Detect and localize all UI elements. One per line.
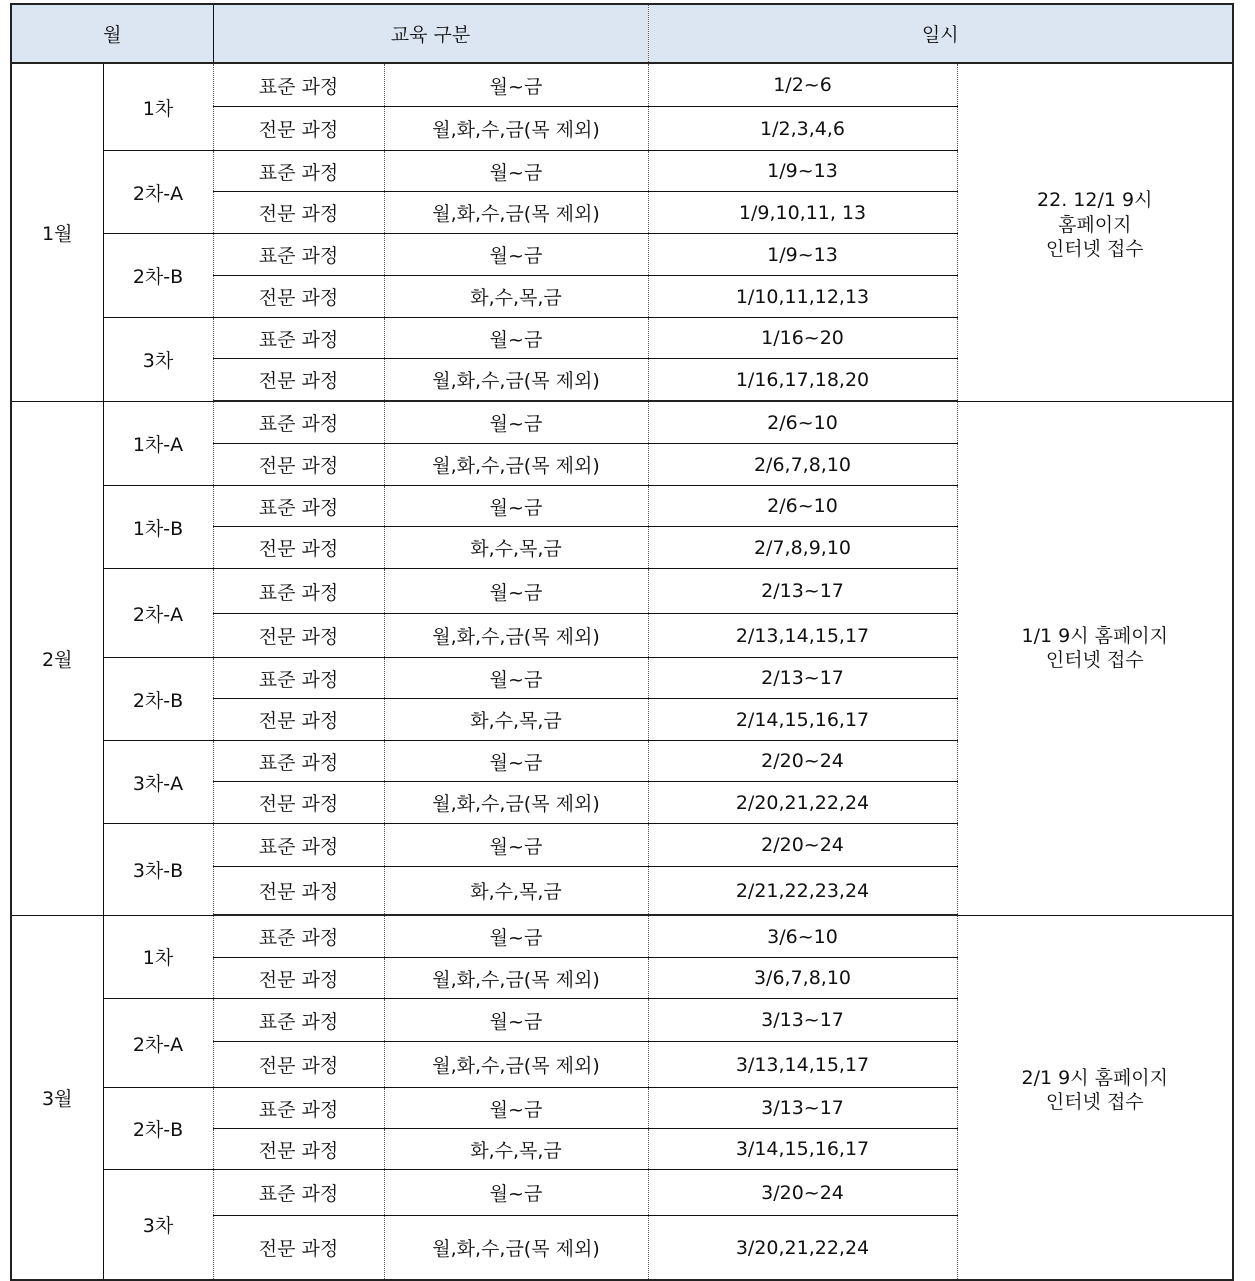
dates-cell: 2/7,8,9,10 bbox=[648, 527, 957, 569]
header-month: 월 bbox=[11, 4, 213, 63]
header-schedule: 일시 bbox=[648, 4, 1233, 63]
dates-cell: 3/14,15,16,17 bbox=[648, 1129, 957, 1170]
course-type-cell: 표준 과정 bbox=[213, 824, 384, 867]
weekdays-cell: 월,화,수,금(목 제외) bbox=[384, 782, 648, 824]
weekdays-cell: 화,수,목,금 bbox=[384, 867, 648, 916]
month-cell: 3월 bbox=[11, 915, 103, 1280]
round-cell: 2차-B bbox=[103, 234, 213, 318]
weekdays-cell: 월,화,수,금(목 제외) bbox=[384, 359, 648, 402]
weekdays-cell: 월,화,수,금(목 제외) bbox=[384, 192, 648, 234]
header-category: 교육 구분 bbox=[213, 4, 648, 63]
dates-cell: 1/2~6 bbox=[648, 63, 957, 107]
registration-line: 22. 12/1 9시 bbox=[1037, 189, 1153, 211]
dates-cell: 2/13~17 bbox=[648, 658, 957, 699]
round-cell: 1차 bbox=[103, 915, 213, 999]
registration-line: 1/1 9시 홈페이지 bbox=[1021, 624, 1169, 647]
course-type-cell: 표준 과정 bbox=[213, 999, 384, 1042]
course-type-cell: 전문 과정 bbox=[213, 276, 384, 318]
round-cell: 3차 bbox=[103, 1170, 213, 1281]
schedule-table bbox=[10, 3, 1234, 1281]
dates-cell: 1/16~20 bbox=[648, 318, 957, 359]
course-type-cell: 표준 과정 bbox=[213, 401, 384, 444]
weekdays-cell: 월~금 bbox=[384, 401, 648, 444]
registration-cell bbox=[957, 63, 1233, 401]
course-type-cell: 표준 과정 bbox=[213, 318, 384, 359]
dates-cell: 1/9~13 bbox=[648, 151, 957, 192]
course-type-cell: 전문 과정 bbox=[213, 614, 384, 658]
weekdays-cell: 월,화,수,금(목 제외) bbox=[384, 444, 648, 486]
round-cell: 2차-B bbox=[103, 658, 213, 741]
dates-cell: 3/20~24 bbox=[648, 1170, 957, 1216]
dates-cell: 1/9,10,11, 13 bbox=[648, 192, 957, 234]
month-cell: 2월 bbox=[11, 401, 103, 915]
weekdays-cell: 화,수,목,금 bbox=[384, 527, 648, 569]
round-cell: 1차-A bbox=[103, 401, 213, 486]
weekdays-cell: 월~금 bbox=[384, 999, 648, 1042]
dates-cell: 3/13,14,15,17 bbox=[648, 1042, 957, 1088]
weekdays-cell: 월,화,수,금(목 제외) bbox=[384, 614, 648, 658]
weekdays-cell: 월~금 bbox=[384, 63, 648, 107]
weekdays-cell: 월~금 bbox=[384, 234, 648, 276]
weekdays-cell: 월~금 bbox=[384, 741, 648, 782]
table-body bbox=[11, 63, 1233, 1280]
weekdays-cell: 월,화,수,금(목 제외) bbox=[384, 958, 648, 999]
dates-cell: 2/13~17 bbox=[648, 569, 957, 614]
weekdays-cell: 월~금 bbox=[384, 1088, 648, 1129]
course-type-cell: 전문 과정 bbox=[213, 192, 384, 234]
dates-cell: 2/13,14,15,17 bbox=[648, 614, 957, 658]
round-cell: 2차-B bbox=[103, 1088, 213, 1170]
round-cell: 2차-A bbox=[103, 569, 213, 658]
registration-line: 인터넷 접수 bbox=[1045, 649, 1144, 672]
course-type-cell: 표준 과정 bbox=[213, 1088, 384, 1129]
course-type-cell: 표준 과정 bbox=[213, 658, 384, 699]
dates-cell: 1/9~13 bbox=[648, 234, 957, 276]
table-row bbox=[11, 401, 1233, 444]
registration-cell bbox=[957, 401, 1233, 915]
registration-line: 홈페이지 bbox=[1058, 213, 1132, 236]
course-type-cell: 표준 과정 bbox=[213, 915, 384, 958]
weekdays-cell: 월~금 bbox=[384, 658, 648, 699]
course-type-cell: 전문 과정 bbox=[213, 699, 384, 741]
dates-cell: 2/14,15,16,17 bbox=[648, 699, 957, 741]
table-row bbox=[11, 63, 1233, 107]
dates-cell: 3/6~10 bbox=[648, 915, 957, 958]
course-type-cell: 전문 과정 bbox=[213, 867, 384, 916]
dates-cell: 3/6,7,8,10 bbox=[648, 958, 957, 999]
weekdays-cell: 월~금 bbox=[384, 151, 648, 192]
registration-line: 인터넷 접수 bbox=[1045, 238, 1144, 261]
weekdays-cell: 월~금 bbox=[384, 569, 648, 614]
dates-cell: 3/20,21,22,24 bbox=[648, 1216, 957, 1281]
course-type-cell: 표준 과정 bbox=[213, 486, 384, 527]
table-header bbox=[11, 4, 1233, 63]
course-type-cell: 전문 과정 bbox=[213, 958, 384, 999]
weekdays-cell: 월,화,수,금(목 제외) bbox=[384, 1042, 648, 1088]
course-type-cell: 전문 과정 bbox=[213, 782, 384, 824]
course-type-cell: 표준 과정 bbox=[213, 1170, 384, 1216]
round-cell: 1차-B bbox=[103, 486, 213, 569]
dates-cell: 2/6,7,8,10 bbox=[648, 444, 957, 486]
weekdays-cell: 월~금 bbox=[384, 486, 648, 527]
course-type-cell: 표준 과정 bbox=[213, 569, 384, 614]
course-type-cell: 표준 과정 bbox=[213, 741, 384, 782]
weekdays-cell: 월,화,수,금(목 제외) bbox=[384, 1216, 648, 1281]
dates-cell: 2/20~24 bbox=[648, 741, 957, 782]
weekdays-cell: 화,수,목,금 bbox=[384, 276, 648, 318]
month-cell: 1월 bbox=[11, 63, 103, 401]
round-cell: 3차 bbox=[103, 318, 213, 402]
weekdays-cell: 월~금 bbox=[384, 1170, 648, 1216]
course-type-cell: 전문 과정 bbox=[213, 1042, 384, 1088]
course-type-cell: 표준 과정 bbox=[213, 63, 384, 107]
registration-cell bbox=[957, 915, 1233, 1280]
weekdays-cell: 월~금 bbox=[384, 915, 648, 958]
dates-cell: 3/13~17 bbox=[648, 1088, 957, 1129]
dates-cell: 2/6~10 bbox=[648, 486, 957, 527]
course-type-cell: 표준 과정 bbox=[213, 234, 384, 276]
registration-line: 인터넷 접수 bbox=[1045, 1091, 1144, 1114]
dates-cell: 3/13~17 bbox=[648, 999, 957, 1042]
registration-line: 2/1 9시 홈페이지 bbox=[1021, 1066, 1169, 1089]
course-type-cell: 전문 과정 bbox=[213, 1129, 384, 1170]
weekdays-cell: 월,화,수,금(목 제외) bbox=[384, 107, 648, 151]
weekdays-cell: 월~금 bbox=[384, 318, 648, 359]
dates-cell: 1/10,11,12,13 bbox=[648, 276, 957, 318]
course-type-cell: 전문 과정 bbox=[213, 527, 384, 569]
round-cell: 3차-A bbox=[103, 741, 213, 824]
course-type-cell: 전문 과정 bbox=[213, 1216, 384, 1281]
weekdays-cell: 화,수,목,금 bbox=[384, 1129, 648, 1170]
weekdays-cell: 화,수,목,금 bbox=[384, 699, 648, 741]
course-type-cell: 표준 과정 bbox=[213, 151, 384, 192]
round-cell: 1차 bbox=[103, 63, 213, 151]
dates-cell: 2/20~24 bbox=[648, 824, 957, 867]
course-type-cell: 전문 과정 bbox=[213, 444, 384, 486]
course-type-cell: 전문 과정 bbox=[213, 359, 384, 402]
weekdays-cell: 월~금 bbox=[384, 824, 648, 867]
round-cell: 2차-A bbox=[103, 999, 213, 1088]
round-cell: 2차-A bbox=[103, 151, 213, 234]
dates-cell: 2/21,22,23,24 bbox=[648, 867, 957, 916]
dates-cell: 2/20,21,22,24 bbox=[648, 782, 957, 824]
dates-cell: 2/6~10 bbox=[648, 401, 957, 444]
dates-cell: 1/16,17,18,20 bbox=[648, 359, 957, 402]
dates-cell: 1/2,3,4,6 bbox=[648, 107, 957, 151]
round-cell: 3차-B bbox=[103, 824, 213, 916]
table-row bbox=[11, 915, 1233, 958]
course-type-cell: 전문 과정 bbox=[213, 107, 384, 151]
